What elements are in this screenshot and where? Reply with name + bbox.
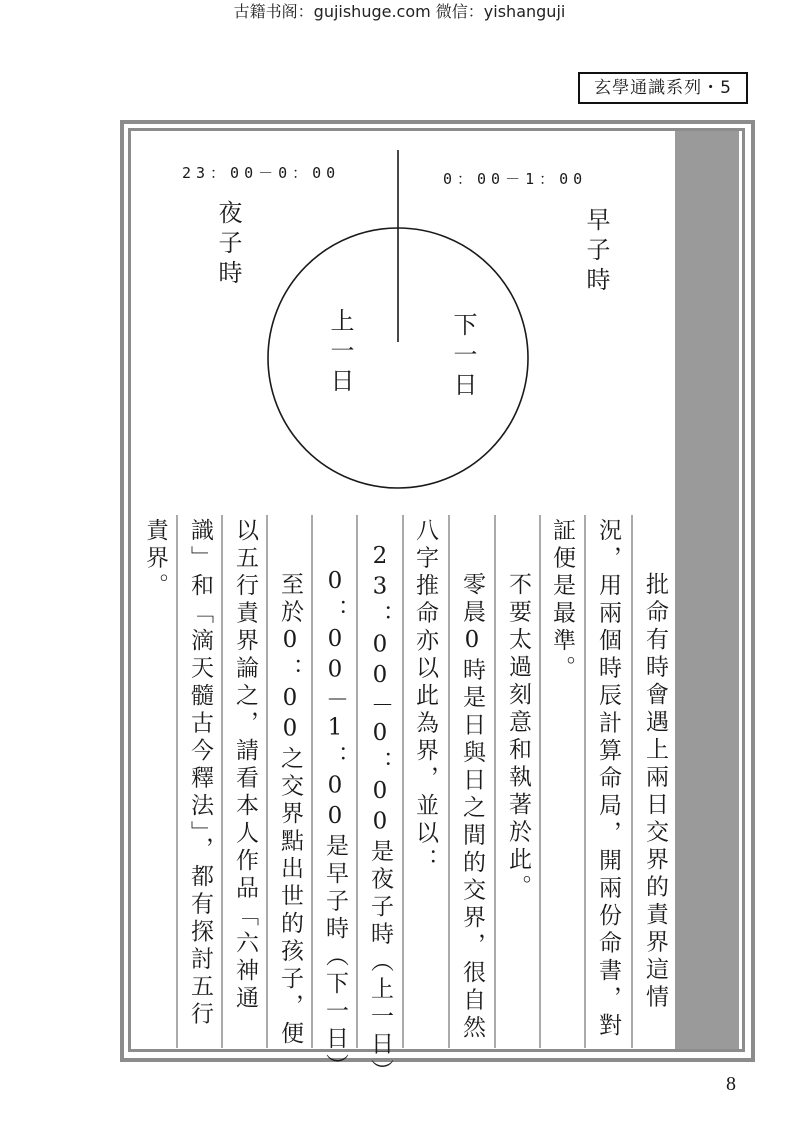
text-column: 至於0：00之交界點出世的孩子，便 xyxy=(277,572,303,1049)
text-column: 況，用兩個時辰計算命局，開兩份命書，對 xyxy=(595,518,621,1041)
late-zi-label: 夜子時 xyxy=(214,200,242,290)
text-column: 批命有時會遇上兩日交界的責界這情 xyxy=(642,572,668,1012)
text-column: 識」和「滴天髓古今釋法」，都有探討五行 xyxy=(187,518,213,1029)
page-number: 8 xyxy=(726,1073,736,1095)
next-day-label: 下一日 xyxy=(449,312,477,402)
series-label: 玄學通識系列・5 xyxy=(578,72,748,104)
early-zi-time-range: 0：00－1：00 xyxy=(443,170,588,188)
text-column: 証便是最準。 xyxy=(549,518,575,683)
text-column: 零晨0時是日與日之間的交界，很自然 xyxy=(459,572,485,1043)
text-column: 責界。 xyxy=(142,518,168,601)
text-column: 0：00－1：00是早子時（下一日） xyxy=(322,568,348,1081)
late-zi-time-range: 23：00－0：00 xyxy=(182,164,341,182)
text-column: 八字推命亦以此為界，並以： xyxy=(412,518,438,876)
text-column: 不要太過刻意和執著於此。 xyxy=(505,572,531,902)
watermark-text: 古籍书阁：gujishuge.com 微信：yishanguji xyxy=(233,2,566,21)
early-zi-label: 早子時 xyxy=(582,207,610,297)
text-column: 以五行責界論之，請看本人作品「六神通 xyxy=(232,518,258,1013)
text-column: 23：00－0：00是夜子時（上一日） xyxy=(367,543,393,1087)
previous-day-label: 上一日 xyxy=(326,308,354,398)
